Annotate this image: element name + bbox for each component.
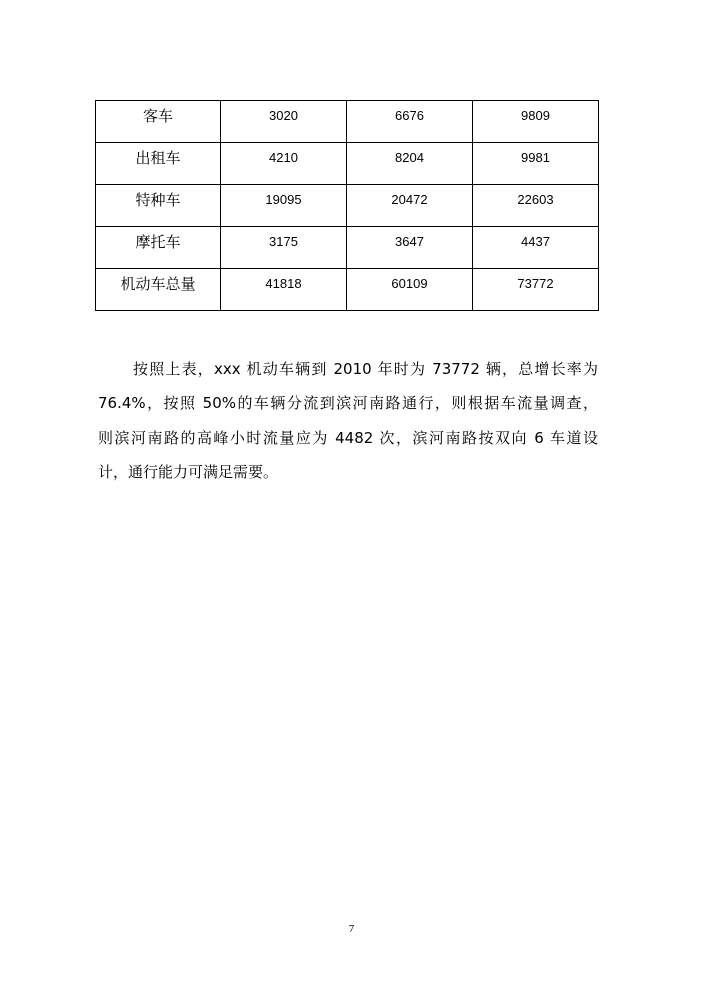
table-cell: 20472 bbox=[347, 185, 473, 227]
table-cell: 4210 bbox=[221, 143, 347, 185]
table-cell: 9809 bbox=[473, 101, 599, 143]
table-row bbox=[96, 101, 599, 143]
table-row bbox=[96, 269, 599, 311]
table-cell: 3647 bbox=[347, 227, 473, 269]
table-row bbox=[96, 185, 599, 227]
table-cell: 3175 bbox=[221, 227, 347, 269]
table-cell: 4437 bbox=[473, 227, 599, 269]
paragraph-line: 则滨河南路的高峰小时流量应为 4482 次，滨河南路按双向 6 车道设 bbox=[98, 428, 598, 447]
table-cell: 41818 bbox=[221, 269, 347, 311]
table-cell: 22603 bbox=[473, 185, 599, 227]
row-label: 出租车 bbox=[96, 143, 221, 185]
row-label: 机动车总量 bbox=[96, 269, 221, 311]
table-cell: 60109 bbox=[347, 269, 473, 311]
row-label: 特种车 bbox=[96, 185, 221, 227]
page-number: 7 bbox=[348, 923, 355, 935]
table-cell: 6676 bbox=[347, 101, 473, 143]
paragraph-line: 76.4%，按照 50%的车辆分流到滨河南路通行，则根据车流量调查， bbox=[98, 394, 598, 413]
paragraph-line: 计，通行能力可满足需要。 bbox=[98, 462, 279, 481]
table-row bbox=[96, 143, 599, 185]
table-row bbox=[96, 227, 599, 269]
table-cell: 73772 bbox=[473, 269, 599, 311]
row-label: 客车 bbox=[96, 101, 221, 143]
table-cell: 3020 bbox=[221, 101, 347, 143]
table-cell: 19095 bbox=[221, 185, 347, 227]
paragraph-line: 按照上表，xxx 机动车辆到 2010 年时为 73772 辆，总增长率为 bbox=[133, 360, 598, 378]
table-cell: 8204 bbox=[347, 143, 473, 185]
table-cell: 9981 bbox=[473, 143, 599, 185]
vehicle-volume-table bbox=[95, 100, 599, 311]
row-label: 摩托车 bbox=[96, 227, 221, 269]
body-paragraph bbox=[98, 352, 598, 489]
